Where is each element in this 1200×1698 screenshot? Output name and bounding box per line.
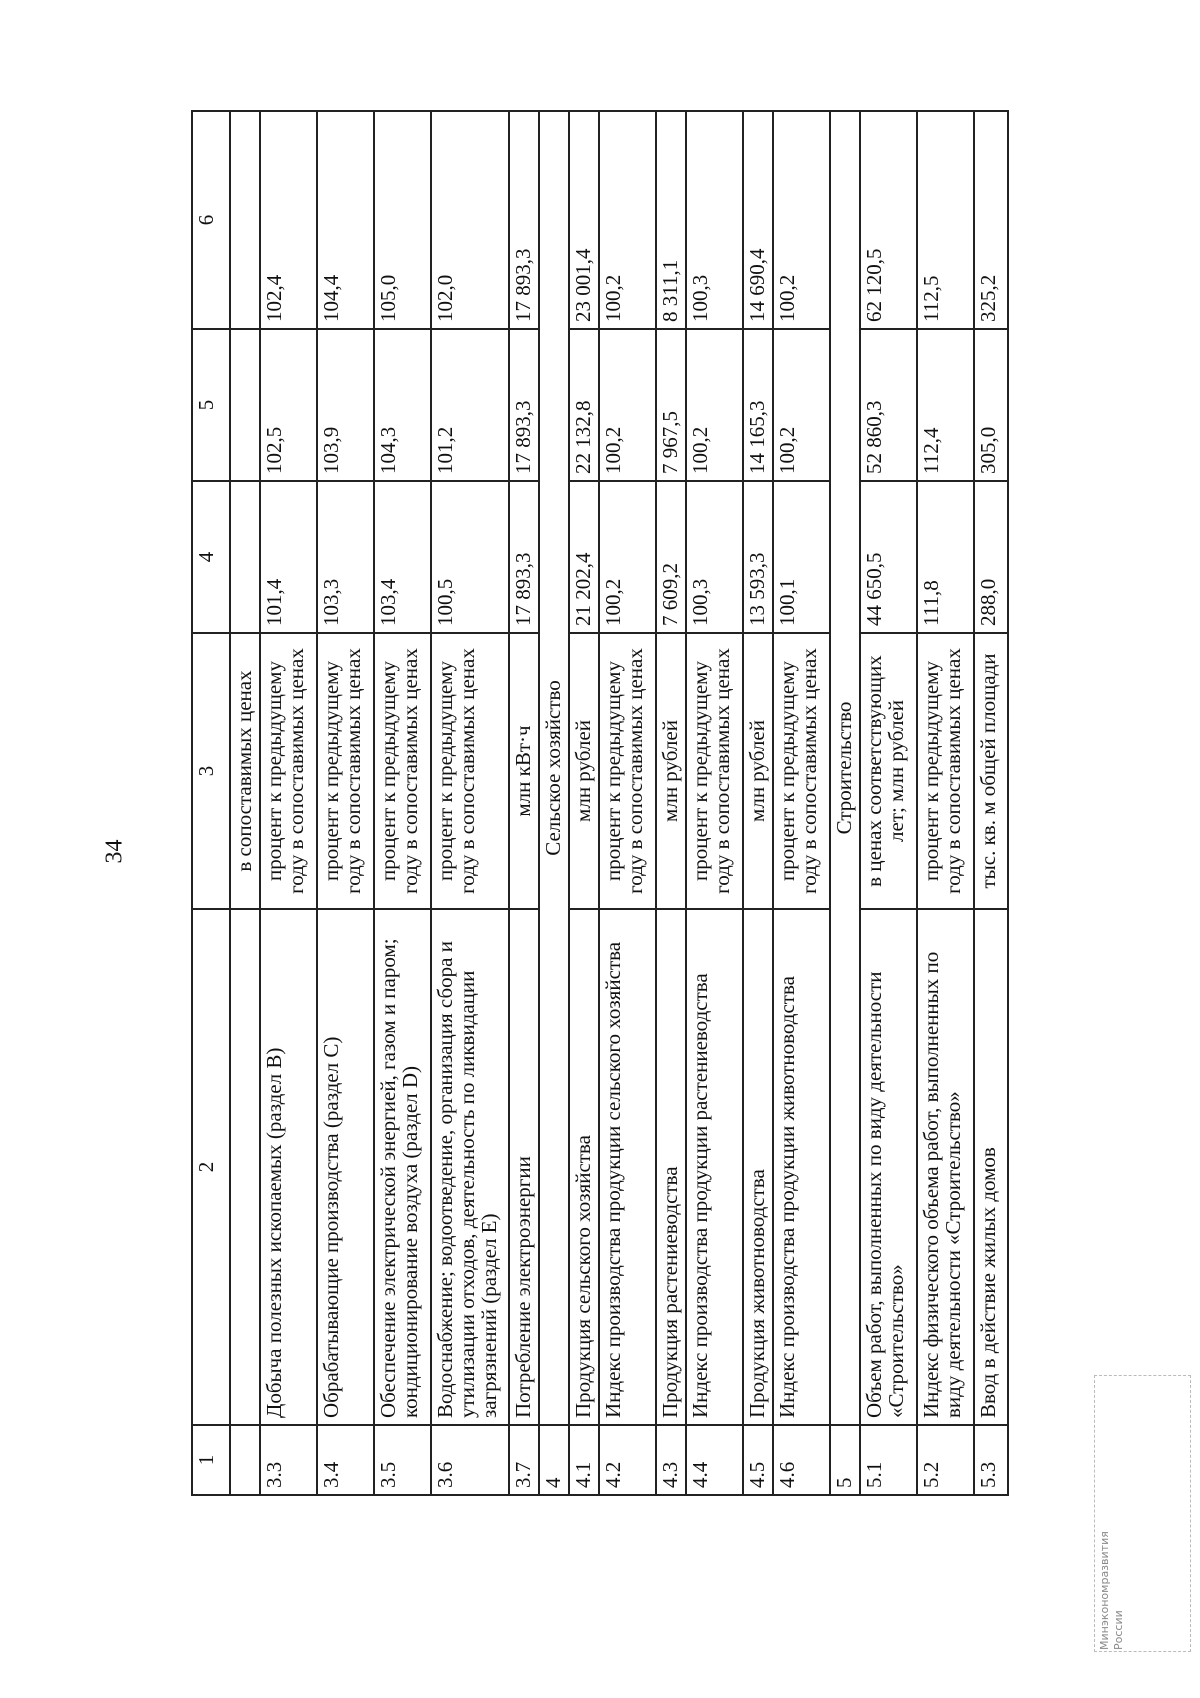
num-cell: 3.7 <box>509 1425 539 1495</box>
value-cell: 52 860,3 <box>860 329 917 481</box>
unit-cell: процент к предыдущему году в сопоставимых ценах <box>374 633 431 909</box>
header-cell: 3 <box>192 633 230 909</box>
num-cell: 5.1 <box>860 1425 917 1495</box>
unit-cell: млн рублей <box>569 633 599 909</box>
value-cell: 21 202,4 <box>569 481 599 633</box>
name-cell: Индекс производства продукции сельского хозяйства <box>599 909 656 1425</box>
value-cell <box>230 481 260 633</box>
value-cell: 101,4 <box>260 481 317 633</box>
num-cell: 3.4 <box>317 1425 374 1495</box>
num-cell: 4.2 <box>599 1425 656 1495</box>
name-cell: Обрабатывающие производства (раздел C) <box>317 909 374 1425</box>
table-row <box>860 111 917 1495</box>
table-row <box>686 111 743 1495</box>
num-cell: 4.3 <box>656 1425 686 1495</box>
value-cell: 102,4 <box>260 111 317 329</box>
table-row <box>569 111 599 1495</box>
table-row <box>260 111 317 1495</box>
value-cell: 17 893,3 <box>509 329 539 481</box>
table-row <box>974 111 1008 1495</box>
value-cell: 101,2 <box>431 329 509 481</box>
name-cell <box>230 909 260 1425</box>
name-cell: Потребление электроэнергии <box>509 909 539 1425</box>
table-row <box>317 111 374 1495</box>
num-cell: 4.5 <box>743 1425 773 1495</box>
section-title: Строительство <box>830 111 860 1425</box>
table-row <box>431 111 509 1495</box>
num-cell: 5 <box>830 1425 860 1495</box>
unit-cell: процент к предыдущему году в сопоставимых ценах <box>431 633 509 909</box>
header-row <box>192 111 230 1495</box>
num-cell <box>230 1425 260 1495</box>
value-cell: 104,3 <box>374 329 431 481</box>
value-cell: 103,9 <box>317 329 374 481</box>
value-cell: 100,3 <box>686 111 743 329</box>
value-cell: 23 001,4 <box>569 111 599 329</box>
header-cell: 5 <box>192 329 230 481</box>
value-cell: 7 967,5 <box>656 329 686 481</box>
value-cell: 22 132,8 <box>569 329 599 481</box>
value-cell: 8 311,1 <box>656 111 686 329</box>
num-cell: 5.2 <box>917 1425 974 1495</box>
value-cell: 13 593,3 <box>743 481 773 633</box>
value-cell: 62 120,5 <box>860 111 917 329</box>
table-row <box>743 111 773 1495</box>
name-cell: Объем работ, выполненных по виду деятельности «Строительство» <box>860 909 917 1425</box>
value-cell: 100,3 <box>686 481 743 633</box>
name-cell: Индекс физического объема работ, выполненных по виду деятельности «Строительство» <box>917 909 974 1425</box>
value-cell: 44 650,5 <box>860 481 917 633</box>
unit-cell: тыс. кв. м общей площади <box>974 633 1008 909</box>
value-cell: 100,2 <box>773 329 830 481</box>
num-cell: 4 <box>539 1425 569 1495</box>
value-cell <box>230 329 260 481</box>
name-cell: Продукция животноводства <box>743 909 773 1425</box>
num-cell: 3.6 <box>431 1425 509 1495</box>
value-cell: 305,0 <box>974 329 1008 481</box>
header-cell: 4 <box>192 481 230 633</box>
table-row <box>773 111 830 1495</box>
header-cell: 6 <box>192 111 230 329</box>
value-cell: 288,0 <box>974 481 1008 633</box>
section-row <box>539 111 569 1495</box>
name-cell: Обеспечение электрической энергией, газом и паром; кондиционирование воздуха (раздел D) <box>374 909 431 1425</box>
header-cell: 2 <box>192 909 230 1425</box>
unit-cell: процент к предыдущему году в сопоставимых ценах <box>917 633 974 909</box>
value-cell: 100,2 <box>599 481 656 633</box>
value-cell: 105,0 <box>374 111 431 329</box>
page-number: 34 <box>101 839 128 864</box>
name-cell: Водоснабжение; водоотведение, организация сбора и утилизации отходов, деятельность по ликвидации загрязнений (раздел E) <box>431 909 509 1425</box>
name-cell: Продукция растениеводства <box>656 909 686 1425</box>
continuation-row <box>230 111 260 1495</box>
name-cell: Продукция сельского хозяйства <box>569 909 599 1425</box>
value-cell: 100,2 <box>773 111 830 329</box>
value-cell: 17 893,3 <box>509 481 539 633</box>
unit-cell: в сопоставимых ценах <box>230 633 260 909</box>
unit-cell: процент к предыдущему году в сопоставимых ценах <box>599 633 656 909</box>
table-row <box>656 111 686 1495</box>
value-cell: 112,5 <box>917 111 974 329</box>
unit-cell: процент к предыдущему году в сопоставимых ценах <box>317 633 374 909</box>
value-cell: 17 893,3 <box>509 111 539 329</box>
unit-cell: в ценах соответствующих лет; млн рублей <box>860 633 917 909</box>
unit-cell: процент к предыдущему году в сопоставимых ценах <box>773 633 830 909</box>
value-cell: 103,3 <box>317 481 374 633</box>
unit-cell: млн рублей <box>743 633 773 909</box>
num-cell: 4.6 <box>773 1425 830 1495</box>
table-row <box>374 111 431 1495</box>
unit-cell: процент к предыдущему году в сопоставимых ценах <box>260 633 317 909</box>
indicators-table <box>191 110 1009 1496</box>
rotated-table-container <box>191 112 1076 1496</box>
unit-cell: млн рублей <box>656 633 686 909</box>
unit-cell: процент к предыдущему году в сопоставимых ценах <box>686 633 743 909</box>
section-row <box>830 111 860 1495</box>
value-cell: 103,4 <box>374 481 431 633</box>
value-cell: 104,4 <box>317 111 374 329</box>
value-cell: 100,2 <box>686 329 743 481</box>
num-cell: 5.3 <box>974 1425 1008 1495</box>
table-row <box>917 111 974 1495</box>
num-cell: 4.1 <box>569 1425 599 1495</box>
table-row <box>509 111 539 1495</box>
value-cell: 102,5 <box>260 329 317 481</box>
table-row <box>599 111 656 1495</box>
unit-cell: млн кВт·ч <box>509 633 539 909</box>
value-cell: 102,0 <box>431 111 509 329</box>
name-cell: Индекс производства продукции животноводства <box>773 909 830 1425</box>
section-title: Сельское хозяйство <box>539 111 569 1425</box>
value-cell: 14 165,3 <box>743 329 773 481</box>
header-cell: 1 <box>192 1425 230 1495</box>
table-body <box>192 111 1008 1495</box>
name-cell: Добыча полезных ископаемых (раздел B) <box>260 909 317 1425</box>
num-cell: 3.5 <box>374 1425 431 1495</box>
value-cell: 112,4 <box>917 329 974 481</box>
value-cell <box>230 111 260 329</box>
value-cell: 111,8 <box>917 481 974 633</box>
stamp-line: России <box>1112 1610 1126 1650</box>
name-cell: Индекс производства продукции растениеводства <box>686 909 743 1425</box>
value-cell: 100,2 <box>599 111 656 329</box>
value-cell: 325,2 <box>974 111 1008 329</box>
value-cell: 100,2 <box>599 329 656 481</box>
value-cell: 100,1 <box>773 481 830 633</box>
stamp-text <box>1098 1531 1127 1650</box>
value-cell: 7 609,2 <box>656 481 686 633</box>
value-cell: 100,5 <box>431 481 509 633</box>
name-cell: Ввод в действие жилых домов <box>974 909 1008 1425</box>
num-cell: 4.4 <box>686 1425 743 1495</box>
num-cell: 3.3 <box>260 1425 317 1495</box>
stamp-line: Минэкономразвития <box>1098 1531 1111 1650</box>
value-cell: 14 690,4 <box>743 111 773 329</box>
